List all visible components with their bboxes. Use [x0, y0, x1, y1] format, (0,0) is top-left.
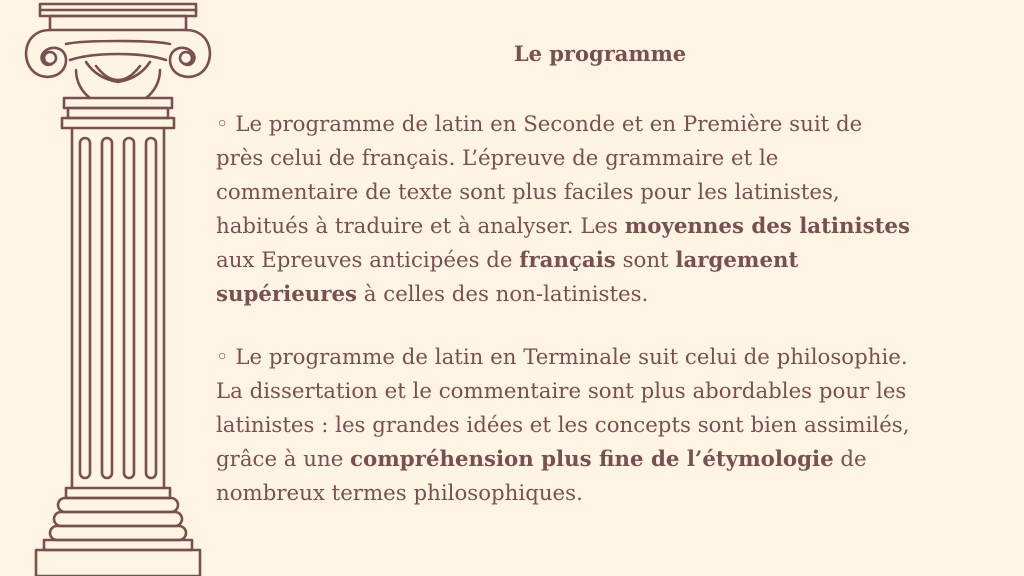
text-line: latinistes : les grandes idées et les concepts sont bien assimilés,	[216, 413, 910, 438]
text-line	[216, 244, 1006, 278]
text-line: commentaire de texte sont plus faciles pour les latinistes,	[216, 180, 840, 205]
text-line: près celui de français. L’épreuve de grammaire et le	[216, 146, 779, 171]
text-line: La dissertation et le commentaire sont plus abordables pour les	[216, 379, 907, 404]
ionic-column-icon	[14, 0, 224, 576]
bold-text-largement: largement	[675, 248, 799, 273]
paragraph-latin-seconde-premiere	[216, 108, 1006, 312]
paragraph-latin-terminale	[216, 341, 1006, 511]
text-line	[216, 210, 1006, 244]
text-line: ◦ Le programme de latin en Seconde et en Première suit de	[216, 112, 863, 137]
text-segment: grâce à une	[216, 447, 351, 472]
text-line	[216, 443, 1006, 477]
slide-title: Le programme	[513, 41, 687, 66]
text-line	[216, 278, 1006, 312]
text-line: ◦ Le programme de latin en Terminale suit celui de philosophie.	[216, 345, 908, 370]
text-line: nombreux termes philosophiques.	[216, 481, 583, 506]
text-segment: de	[833, 447, 867, 472]
text-segment: aux Epreuves anticipées de	[216, 248, 520, 273]
text-segment: habitués à traduire et à analyser. Les	[216, 214, 625, 239]
bold-text-superieures: supérieures	[216, 282, 358, 307]
bold-text-moyennes: moyennes des latinistes	[624, 214, 910, 239]
text-segment: sont	[615, 248, 676, 273]
bold-text-etymologie: compréhension plus fine de l’étymologie	[350, 447, 834, 472]
text-segment: à celles des non-latinistes.	[357, 282, 649, 307]
bold-text-francais: français	[519, 248, 616, 273]
